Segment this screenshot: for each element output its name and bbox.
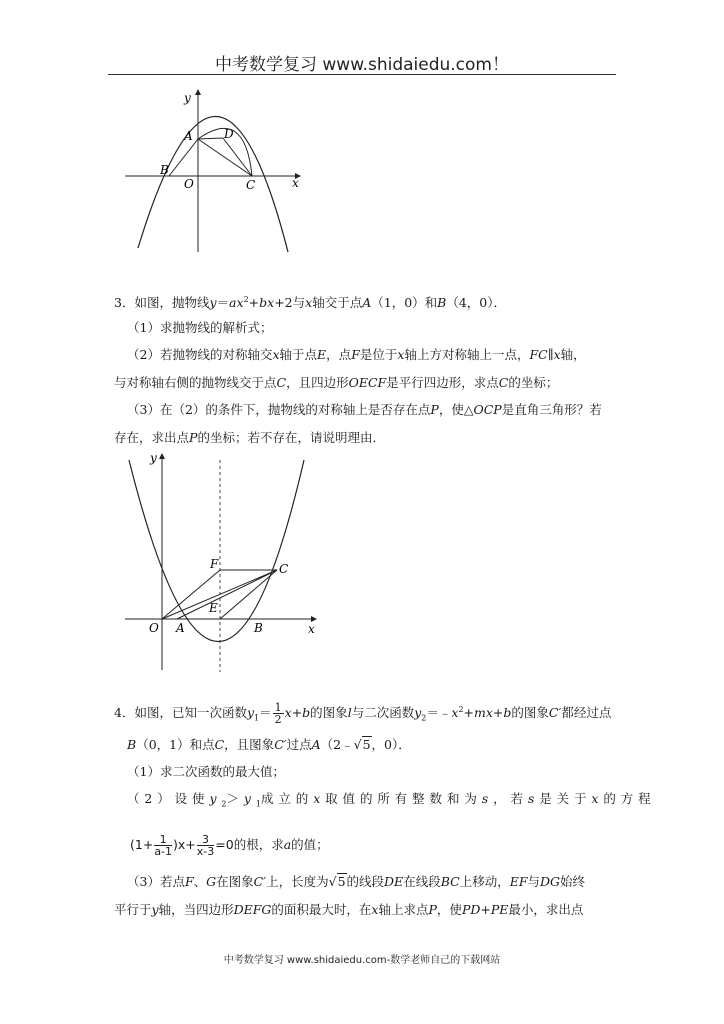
q3-var: P xyxy=(430,402,439,417)
q4-var: DG xyxy=(540,874,561,889)
q4-text: ，若 xyxy=(493,791,528,806)
q4-var: F xyxy=(184,874,194,889)
q3-text: ，且四边形 xyxy=(286,375,349,390)
q3-var: C xyxy=(276,375,287,390)
q4-text: 的根，求 xyxy=(233,837,284,852)
q4-text: 在图象 xyxy=(216,874,254,889)
q4-var: DEFG xyxy=(233,902,272,917)
q3-part1: （1）求抛物线的解析式； xyxy=(127,320,273,335)
q3-var: P xyxy=(189,430,198,445)
q3-var: F xyxy=(351,347,360,362)
q4-var: y xyxy=(243,791,256,806)
frac-num: 1 xyxy=(274,701,282,715)
eqn-text: )x+ xyxy=(173,837,196,852)
q3-var: OCP xyxy=(473,402,502,417)
q3-var: bx xyxy=(259,295,275,311)
segment-a-d xyxy=(198,138,223,139)
q3-text: ，使△ xyxy=(438,402,474,417)
q4-text: 的面积最大时，在 xyxy=(271,902,372,917)
q4-sup: 2 xyxy=(458,705,464,714)
q4-var: y xyxy=(414,705,422,721)
frac-den: x-3 xyxy=(196,845,215,858)
q3-part3-line2 xyxy=(114,430,385,446)
q4-text: 始终 xyxy=(560,874,586,889)
q4-var: BC xyxy=(440,874,460,889)
q4-var: +mx+b xyxy=(463,705,512,721)
label-e: E xyxy=(209,601,218,615)
q3-var: x xyxy=(397,347,405,362)
q3-var: x xyxy=(553,347,561,362)
q4-sub: 2 xyxy=(221,799,227,809)
segment-a-c xyxy=(198,139,252,176)
q4-text: 的线段 xyxy=(346,874,385,889)
q3-var: FC xyxy=(529,347,548,362)
q3-text: 轴上方对称轴上一点， xyxy=(404,347,530,362)
label-a: A xyxy=(176,621,185,635)
q3-text: +2 xyxy=(274,295,293,311)
label-b: B xyxy=(160,163,169,177)
q4-text: 轴上求点 xyxy=(378,902,429,917)
q4-number: 4． xyxy=(114,705,135,721)
q4-part2-line1 xyxy=(127,791,656,813)
q4-part3-line2 xyxy=(114,902,583,918)
q3-text: ，点 xyxy=(326,347,352,362)
label-o: O xyxy=(149,621,159,635)
sqrt-radicand: 5 xyxy=(337,874,346,889)
q3-var: x xyxy=(272,347,280,362)
figure-1-parabola xyxy=(120,86,310,254)
q3-var: B xyxy=(437,295,447,311)
q4-text: ，0）． xyxy=(371,737,411,752)
q4-part3-line1 xyxy=(127,874,585,890)
segment-d-c xyxy=(223,138,252,176)
header-divider xyxy=(108,74,616,75)
q4-text: 平行于 xyxy=(114,902,152,917)
q4-text: 与 xyxy=(527,874,541,889)
q3-var: OECF xyxy=(348,375,387,390)
q4-var: C′ xyxy=(274,737,287,752)
q4-sub: 1 xyxy=(254,713,260,723)
q3-text: 轴交于点 xyxy=(312,295,363,311)
q4-sub: 1 xyxy=(255,799,261,809)
label-d: D xyxy=(224,127,234,141)
eqn-text: =0 xyxy=(215,837,234,852)
q4-line1 xyxy=(114,696,611,733)
q4-text: 如图，已知一次函数 xyxy=(134,705,247,721)
frac-num: 1 xyxy=(154,834,172,846)
q3-text: （4，0）． xyxy=(446,295,507,311)
q4-var: x xyxy=(451,705,459,721)
q4-text: 取值的所有整数和为 xyxy=(325,791,482,806)
q4-text: 与二次函数 xyxy=(351,705,415,721)
q4-equation-line xyxy=(130,830,329,860)
q4-text: （2）设使 xyxy=(127,791,210,806)
q4-text: 、 xyxy=(193,874,207,889)
q4-text: 最小，求出点 xyxy=(508,902,584,917)
parabola-curve xyxy=(138,116,288,252)
q4-text: ＞ xyxy=(226,791,244,806)
q4-var: x xyxy=(591,791,604,806)
q4-text: 在线段 xyxy=(403,874,441,889)
label-x: x xyxy=(308,622,315,636)
q3-text: 是平行四边形，求点 xyxy=(386,375,499,390)
q4-text: 的值； xyxy=(291,837,329,852)
label-y: y xyxy=(184,91,191,105)
page-header-title: 中考数学复习 www.shidaiedu.com！ xyxy=(215,55,509,75)
q3-part2-line2 xyxy=(114,375,558,391)
q4-text: 成立的 xyxy=(260,791,314,806)
label-f: F xyxy=(210,557,219,571)
q3-text: 的坐标； xyxy=(508,375,559,390)
fraction-one-half xyxy=(273,702,284,725)
q4-text: 都经过点 xyxy=(561,705,612,721)
q4-var: x+b xyxy=(284,705,311,721)
q3-var: A xyxy=(362,295,372,311)
label-c: C xyxy=(246,178,256,192)
q4-var: s xyxy=(481,791,494,806)
label-x: x xyxy=(292,176,299,190)
q4-var: PD+PE xyxy=(461,902,509,917)
q4-text: ，使 xyxy=(436,902,462,917)
label-y: y xyxy=(150,451,157,465)
q4-var: s xyxy=(527,791,540,806)
q3-text: 是位于 xyxy=(359,347,398,362)
frac-num: 3 xyxy=(197,834,214,846)
q4-var: y xyxy=(246,705,255,721)
q4-text: ，且图象 xyxy=(224,737,275,752)
q3-var: y xyxy=(209,295,217,311)
q3-text: 是直角三角形？若 xyxy=(501,402,602,417)
q3-part3-line1 xyxy=(127,402,602,418)
page-footer: 中考数学复习 www.shidaiedu.com-数学老师自己的下载网站 xyxy=(223,955,501,966)
q4-var: C′ xyxy=(548,705,562,721)
q4-var: C′ xyxy=(253,874,267,889)
frac-den: 2 xyxy=(274,713,282,727)
q3-text: 轴， xyxy=(560,347,586,362)
q3-part2-line1 xyxy=(127,347,586,363)
segment-e-c xyxy=(220,570,277,619)
eqn-text: (1+ xyxy=(130,837,154,852)
q4-var: a xyxy=(283,837,292,852)
q4-part1: （1）求二次函数的最大值； xyxy=(127,764,285,779)
q4-text: 轴，当四边形 xyxy=(158,902,234,917)
fraction-3-over-x-3 xyxy=(197,834,214,857)
q4-var: B xyxy=(127,737,137,752)
q4-var: EF xyxy=(509,874,528,889)
q3-text: 如图，抛物线 xyxy=(134,295,210,311)
q4-text: （3）若点 xyxy=(127,874,185,889)
q3-text: 的坐标；若不存在，请说明理由． xyxy=(197,430,385,445)
q4-text: 是关于 xyxy=(539,791,592,806)
q4-var: G xyxy=(206,874,217,889)
q4-var: P xyxy=(428,902,437,917)
sqrt-symbol: √ xyxy=(328,874,337,889)
q4-text: ＝ xyxy=(259,705,272,721)
q3-text: ＝ xyxy=(216,295,230,311)
q3-var: x xyxy=(305,295,313,311)
q4-var: y xyxy=(209,791,222,806)
q4-text: （0，1）和点 xyxy=(136,737,215,752)
q4-text: 的图象 xyxy=(511,705,549,721)
q3-intro xyxy=(114,292,506,311)
q3-sup: 2 xyxy=(243,295,249,304)
label-b: B xyxy=(254,621,263,635)
q4-text: 上，长度为 xyxy=(266,874,329,889)
label-c: C xyxy=(279,562,289,576)
q4-text: 上移动， xyxy=(459,874,510,889)
q4-text: 过点 xyxy=(286,737,312,752)
q4-text: ＝﹣ xyxy=(426,705,452,721)
q3-var: C xyxy=(498,375,509,390)
q3-text: 与 xyxy=(292,295,306,311)
q4-var: C xyxy=(214,737,225,752)
q3-text: （3）在（2）的条件下，抛物线的对称轴上是否存在点 xyxy=(127,402,431,417)
q3-text: 轴于点 xyxy=(279,347,318,362)
label-a: A xyxy=(184,129,193,143)
q3-var: E xyxy=(317,347,327,362)
q4-var: A xyxy=(311,737,321,752)
q4-text: （2﹣ xyxy=(320,737,354,752)
figure-2-parabola xyxy=(120,450,320,672)
fraction-1-over-a-1 xyxy=(154,834,172,857)
q4-text: 的方程 xyxy=(603,791,656,806)
q4-var: DE xyxy=(384,874,404,889)
q3-text: 存在，求出点 xyxy=(114,430,190,445)
q4-var: l xyxy=(347,705,352,721)
sqrt-radicand: 5 xyxy=(362,737,371,752)
q3-text: + xyxy=(248,295,260,311)
q4-sub: 2 xyxy=(421,713,427,723)
q4-var: x xyxy=(371,902,379,917)
label-o: O xyxy=(184,177,194,191)
q3-number: 3． xyxy=(114,295,135,311)
frac-den: a-1 xyxy=(154,845,173,858)
q3-text: （1，0）和 xyxy=(371,295,438,311)
q4-var: x xyxy=(313,791,326,806)
sqrt-symbol: √ xyxy=(353,737,362,752)
q4-var: y xyxy=(151,902,159,917)
q3-var: ax xyxy=(229,295,244,311)
q3-text: 与对称轴右侧的抛物线交于点 xyxy=(114,375,277,390)
q4-line2 xyxy=(127,737,411,753)
q3-text: （2）若抛物线的对称轴交 xyxy=(127,347,273,362)
q4-text: 的图象 xyxy=(310,705,348,721)
q3-text: ∥ xyxy=(547,347,554,362)
